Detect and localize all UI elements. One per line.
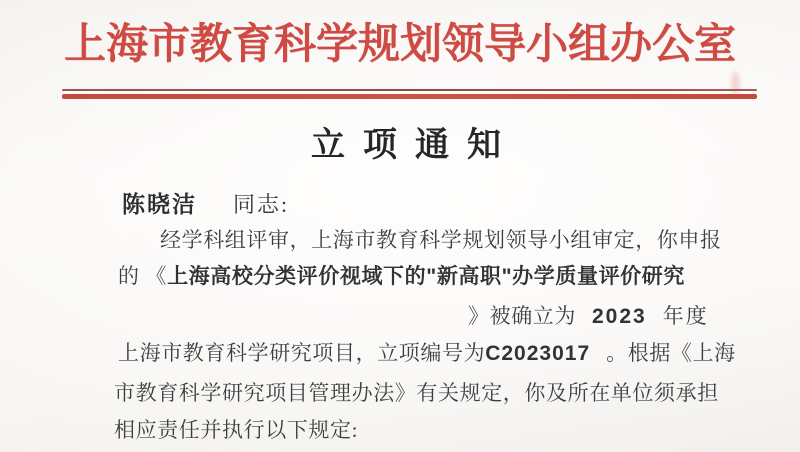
rule-thick-line — [62, 94, 757, 99]
body-line-2-lead: 的 《 — [118, 264, 168, 288]
body-line-4 — [118, 340, 736, 367]
body-line-6: 相应责任并执行以下规定: — [114, 418, 359, 442]
project-code-filled: C2023017 — [485, 342, 591, 365]
body-line-3 — [468, 303, 709, 330]
body-line-2 — [118, 263, 685, 290]
rule-thin-line — [62, 89, 757, 91]
body-line-4-lead: 上海市教育科学研究项目，立项编号为 — [118, 341, 486, 365]
notice-title: 立项通知 — [311, 127, 519, 164]
project-year-filled: 2023 — [592, 305, 647, 328]
letterhead-double-rule — [62, 89, 757, 99]
scan-smudge-artifact — [731, 72, 740, 94]
recipient-honorific: 同志: — [233, 192, 290, 217]
body-line-1: 经学科组评审，上海市教育科学规划领导小组审定，你申报 — [160, 228, 722, 252]
project-title-filled: 上海高校分类评价视域下的"新高职"办学质量评价研究 — [167, 265, 685, 288]
salutation-line — [122, 186, 289, 219]
body-line-5: 市教育科学研究项目管理办法》有关规定，你及所在单位须承担 — [114, 381, 719, 405]
letterhead-org-title: 上海市教育科学规划领导小组办公室 — [63, 22, 736, 68]
body-line-3-tail: 年度 — [662, 304, 709, 328]
body-line-4-tail: 。根据《上海 — [606, 341, 736, 365]
recipient-name: 陈晓洁 — [122, 191, 197, 217]
body-line-3-bracket: 》被确立为 — [468, 304, 576, 328]
